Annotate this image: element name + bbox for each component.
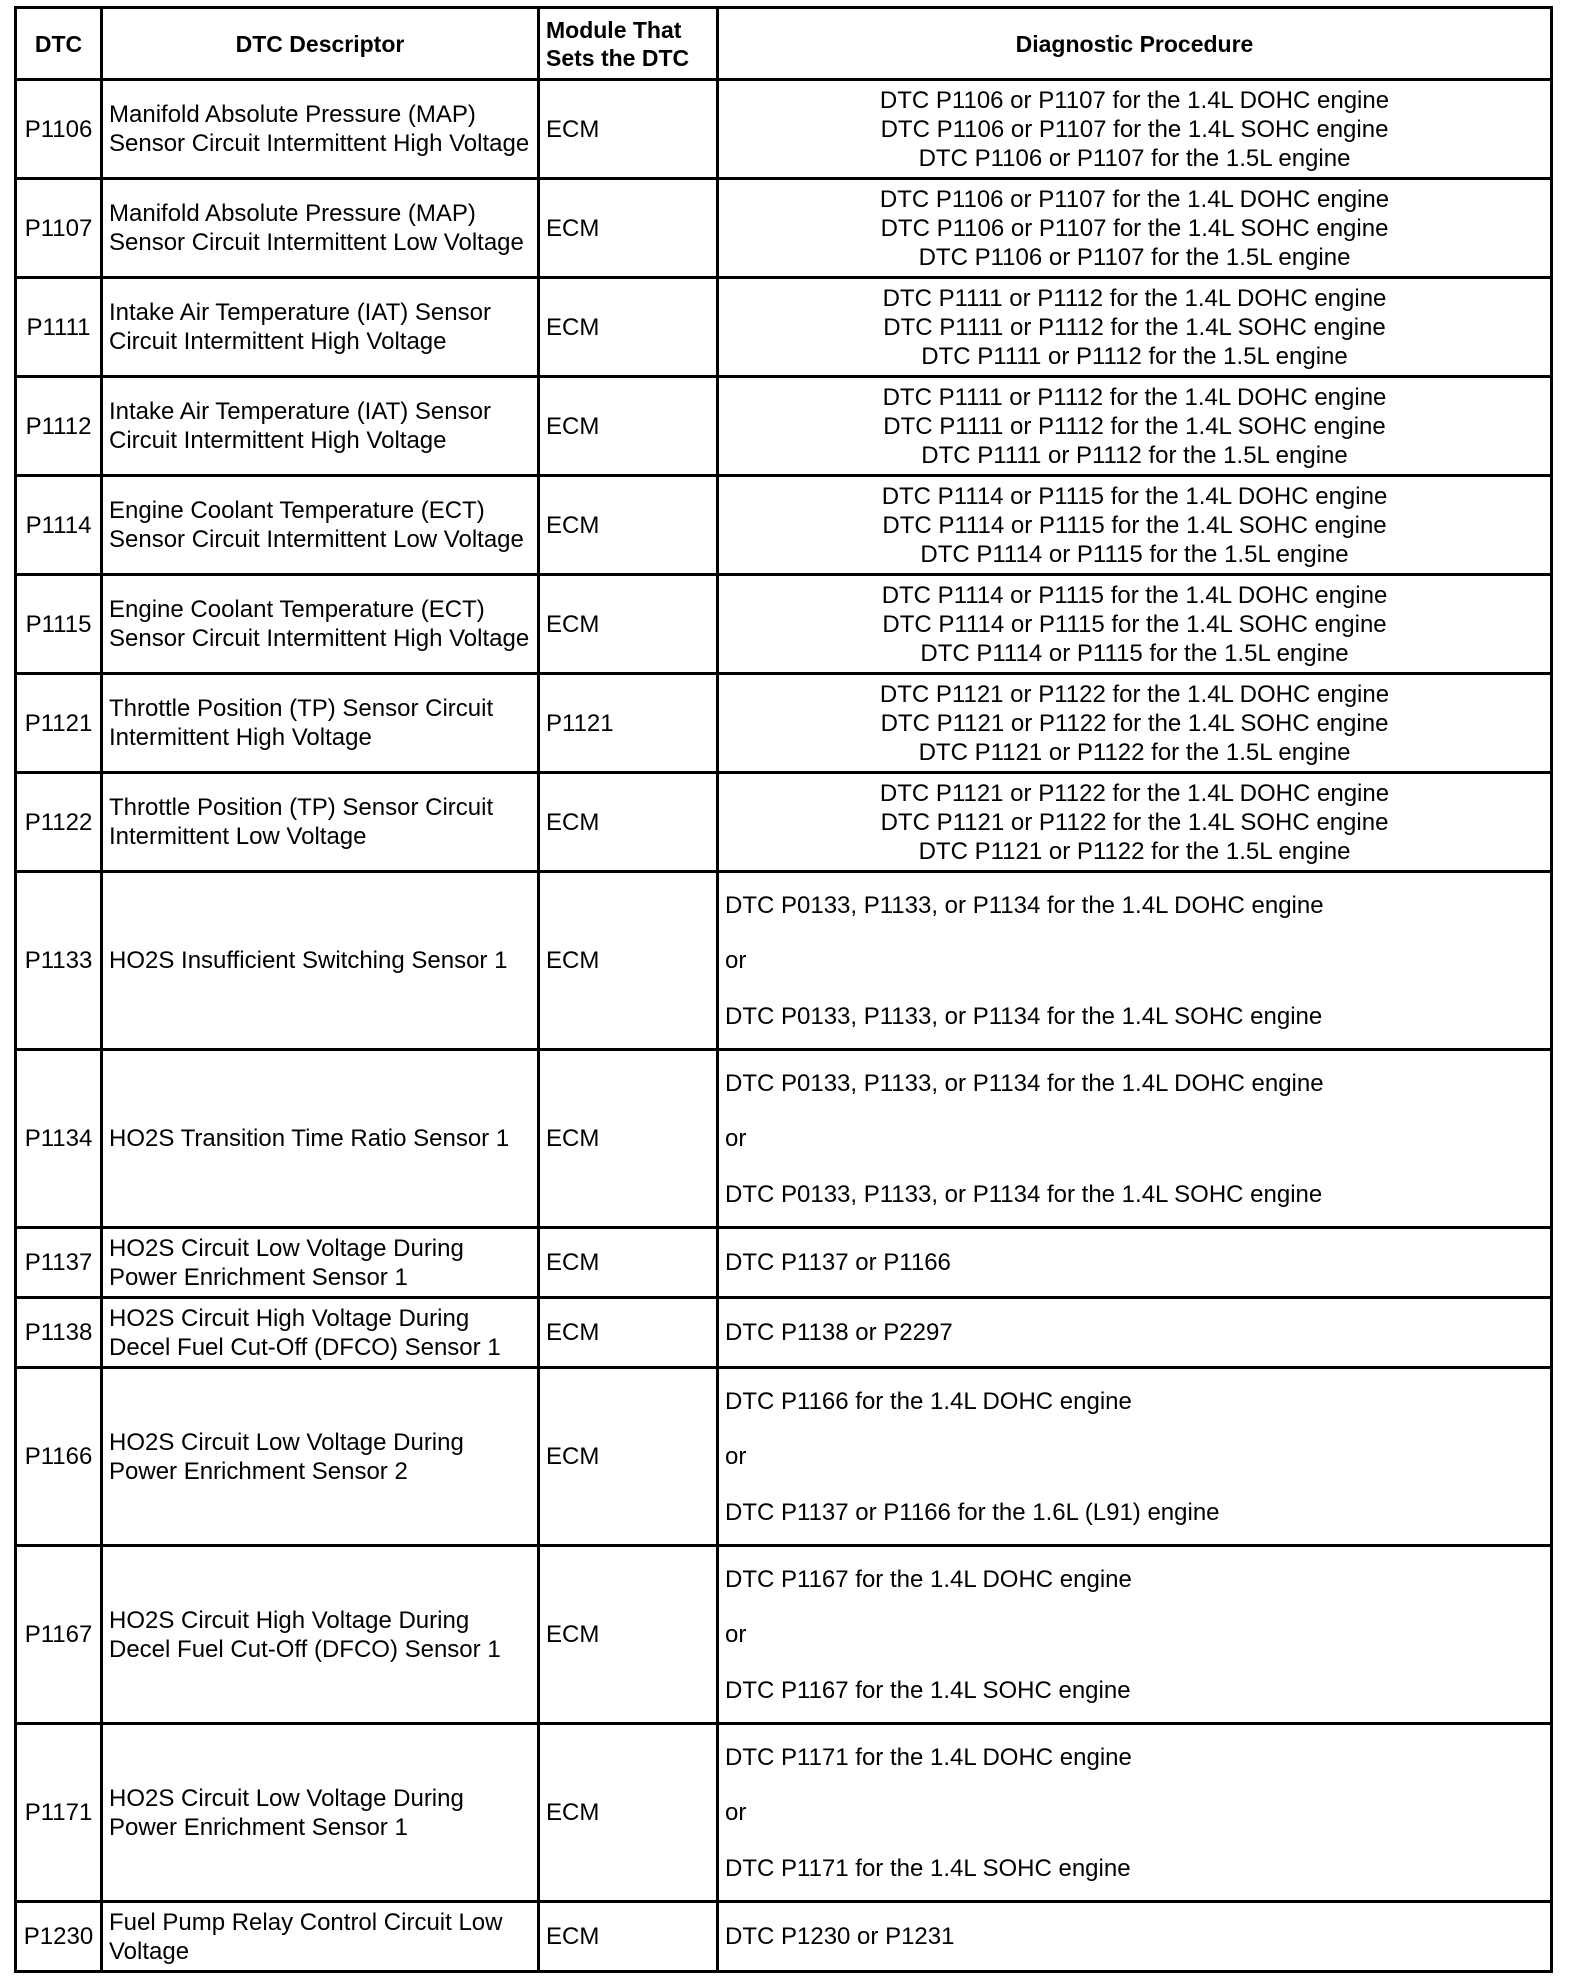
dtc-code: P1112 xyxy=(16,377,102,476)
procedure-line: DTC P1106 or P1107 for the 1.4L SOHC engine xyxy=(880,214,1389,242)
dtc-descriptor: HO2S Circuit Low Voltage During Power Enrichment Sensor 1 xyxy=(102,1228,539,1298)
procedure-line: DTC P1114 or P1115 for the 1.5L engine xyxy=(920,540,1349,568)
table-body xyxy=(16,80,1552,1972)
dtc-descriptor: HO2S Circuit Low Voltage During Power Enrichment Sensor 1 xyxy=(102,1724,539,1902)
diagnostic-procedure xyxy=(718,1228,1552,1298)
dtc-descriptor: Intake Air Temperature (IAT) Sensor Circuit Intermittent High Voltage xyxy=(102,278,539,377)
diagnostic-procedure xyxy=(718,1546,1552,1724)
dtc-code: P1171 xyxy=(16,1724,102,1902)
procedure-line: DTC P1111 or P1112 for the 1.4L DOHC engine xyxy=(882,284,1387,312)
dtc-descriptor: HO2S Circuit High Voltage During Decel Fuel Cut-Off (DFCO) Sensor 1 xyxy=(102,1546,539,1724)
dtc-descriptor: HO2S Transition Time Ratio Sensor 1 xyxy=(102,1050,539,1228)
diagnostic-procedure xyxy=(718,1050,1552,1228)
header-module xyxy=(539,8,718,80)
procedure-line: DTC P1114 or P1115 for the 1.5L engine xyxy=(920,639,1349,667)
dtc-module: ECM xyxy=(539,872,718,1050)
procedure-line: DTC P1111 or P1112 for the 1.4L SOHC engine xyxy=(883,313,1386,341)
table-row xyxy=(16,1050,1552,1228)
dtc-descriptor: Engine Coolant Temperature (ECT) Sensor Circuit Intermittent Low Voltage xyxy=(102,476,539,575)
dtc-code: P1115 xyxy=(16,575,102,674)
dtc-descriptor: Throttle Position (TP) Sensor Circuit Intermittent Low Voltage xyxy=(102,773,539,872)
dtc-module: ECM xyxy=(539,1228,718,1298)
diagnostic-procedure xyxy=(718,674,1552,773)
procedure-line: or xyxy=(725,1621,747,1648)
procedure-line: DTC P1171 for the 1.4L DOHC engine xyxy=(725,1743,1132,1771)
diagnostic-procedure xyxy=(718,575,1552,674)
diagnostic-procedure xyxy=(718,1902,1552,1972)
dtc-code: P1106 xyxy=(16,80,102,179)
dtc-module: ECM xyxy=(539,773,718,872)
dtc-module: ECM xyxy=(539,1546,718,1724)
dtc-descriptor: Throttle Position (TP) Sensor Circuit Intermittent High Voltage xyxy=(102,674,539,773)
header-dtc: DTC xyxy=(16,8,102,80)
dtc-code: P1114 xyxy=(16,476,102,575)
dtc-module: ECM xyxy=(539,377,718,476)
dtc-code: P1122 xyxy=(16,773,102,872)
dtc-module: ECM xyxy=(539,1298,718,1368)
table-row xyxy=(16,377,1552,476)
table-row xyxy=(16,773,1552,872)
dtc-code: P1137 xyxy=(16,1228,102,1298)
table-row xyxy=(16,872,1552,1050)
dtc-descriptor: Manifold Absolute Pressure (MAP) Sensor Circuit Intermittent Low Voltage xyxy=(102,179,539,278)
table-row xyxy=(16,179,1552,278)
procedure-line: DTC P1114 or P1115 for the 1.4L DOHC engine xyxy=(881,482,1388,510)
dtc-table xyxy=(14,6,1553,1973)
header-module-line2: Sets the DTC xyxy=(546,44,690,71)
header-module-line1: Module That xyxy=(546,16,682,43)
dtc-module: P1121 xyxy=(539,674,718,773)
procedure-line: DTC P1167 for the 1.4L DOHC engine xyxy=(725,1565,1132,1593)
dtc-descriptor: HO2S Circuit Low Voltage During Power Enrichment Sensor 2 xyxy=(102,1368,539,1546)
procedure-line: DTC P1230 or P1231 xyxy=(725,1923,955,1950)
procedure-line: DTC P1111 or P1112 for the 1.4L SOHC engine xyxy=(883,412,1386,440)
diagnostic-procedure xyxy=(718,278,1552,377)
header-procedure: Diagnostic Procedure xyxy=(718,8,1552,80)
dtc-code: P1138 xyxy=(16,1298,102,1368)
dtc-descriptor: Intake Air Temperature (IAT) Sensor Circuit Intermittent High Voltage xyxy=(102,377,539,476)
header-descriptor: DTC Descriptor xyxy=(102,8,539,80)
procedure-line: DTC P1106 or P1107 for the 1.5L engine xyxy=(918,243,1351,271)
table-row xyxy=(16,1298,1552,1368)
procedure-line: DTC P1167 for the 1.4L SOHC engine xyxy=(725,1676,1131,1704)
dtc-descriptor: HO2S Circuit High Voltage During Decel Fuel Cut-Off (DFCO) Sensor 1 xyxy=(102,1298,539,1368)
dtc-module: ECM xyxy=(539,476,718,575)
dtc-code: P1134 xyxy=(16,1050,102,1228)
procedure-line: DTC P1111 or P1112 for the 1.4L DOHC engine xyxy=(882,383,1387,411)
diagnostic-procedure xyxy=(718,773,1552,872)
dtc-module: ECM xyxy=(539,278,718,377)
table-row xyxy=(16,1228,1552,1298)
dtc-module: ECM xyxy=(539,80,718,179)
dtc-code: P1166 xyxy=(16,1368,102,1546)
header-row xyxy=(16,8,1552,80)
procedure-line: DTC P1121 or P1122 for the 1.4L SOHC engine xyxy=(880,709,1389,737)
procedure-line: DTC P1106 or P1107 for the 1.4L DOHC engine xyxy=(879,86,1390,114)
procedure-line: DTC P1121 or P1122 for the 1.4L SOHC engine xyxy=(880,808,1389,836)
procedure-line: DTC P1114 or P1115 for the 1.4L SOHC engine xyxy=(882,511,1387,539)
procedure-line: DTC P1171 for the 1.4L SOHC engine xyxy=(725,1854,1131,1882)
dtc-code: P1111 xyxy=(16,278,102,377)
procedure-line: or xyxy=(725,1799,747,1826)
diagnostic-procedure xyxy=(718,1298,1552,1368)
dtc-module: ECM xyxy=(539,1050,718,1228)
diagnostic-procedure xyxy=(718,377,1552,476)
procedure-line: or xyxy=(725,1125,747,1152)
procedure-line: DTC P1111 or P1112 for the 1.5L engine xyxy=(921,441,1348,469)
procedure-line: or xyxy=(725,1443,747,1470)
table-row xyxy=(16,1724,1552,1902)
procedure-line: DTC P1137 or P1166 for the 1.6L (L91) engine xyxy=(725,1498,1220,1526)
table-row xyxy=(16,476,1552,575)
dtc-descriptor: Engine Coolant Temperature (ECT) Sensor Circuit Intermittent High Voltage xyxy=(102,575,539,674)
procedure-line: DTC P1114 or P1115 for the 1.4L DOHC engine xyxy=(881,581,1388,609)
dtc-descriptor: HO2S Insufficient Switching Sensor 1 xyxy=(102,872,539,1050)
procedure-line: DTC P1166 for the 1.4L DOHC engine xyxy=(725,1387,1132,1415)
procedure-line: DTC P1121 or P1122 for the 1.4L DOHC engine xyxy=(879,779,1390,807)
dtc-module: ECM xyxy=(539,179,718,278)
procedure-line: DTC P1137 or P1166 xyxy=(725,1249,951,1276)
diagnostic-procedure xyxy=(718,80,1552,179)
procedure-line: DTC P1106 or P1107 for the 1.4L SOHC engine xyxy=(880,115,1389,143)
table-row xyxy=(16,1368,1552,1546)
dtc-code: P1167 xyxy=(16,1546,102,1724)
table-row xyxy=(16,1546,1552,1724)
procedure-line: DTC P1138 or P2297 xyxy=(725,1319,953,1346)
diagnostic-procedure xyxy=(718,872,1552,1050)
procedure-line: DTC P1121 or P1122 for the 1.5L engine xyxy=(918,738,1351,766)
dtc-descriptor: Fuel Pump Relay Control Circuit Low Voltage xyxy=(102,1902,539,1972)
procedure-line: DTC P0133, P1133, or P1134 for the 1.4L SOHC engine xyxy=(725,1180,1323,1208)
procedure-line: DTC P1106 or P1107 for the 1.4L DOHC engine xyxy=(879,185,1390,213)
dtc-code: P1107 xyxy=(16,179,102,278)
dtc-module: ECM xyxy=(539,575,718,674)
procedure-line: DTC P0133, P1133, or P1134 for the 1.4L SOHC engine xyxy=(725,1002,1323,1030)
procedure-line: DTC P1121 or P1122 for the 1.5L engine xyxy=(918,837,1351,865)
dtc-descriptor: Manifold Absolute Pressure (MAP) Sensor Circuit Intermittent High Voltage xyxy=(102,80,539,179)
dtc-module: ECM xyxy=(539,1368,718,1546)
table-row xyxy=(16,1902,1552,1972)
table-row xyxy=(16,575,1552,674)
diagnostic-procedure xyxy=(718,1724,1552,1902)
dtc-module: ECM xyxy=(539,1902,718,1972)
procedure-line: DTC P1106 or P1107 for the 1.5L engine xyxy=(918,144,1351,172)
dtc-code: P1230 xyxy=(16,1902,102,1972)
procedure-line: DTC P1121 or P1122 for the 1.4L DOHC engine xyxy=(879,680,1390,708)
procedure-line: DTC P0133, P1133, or P1134 for the 1.4L DOHC engine xyxy=(725,891,1324,919)
procedure-line: or xyxy=(725,947,747,974)
dtc-module: ECM xyxy=(539,1724,718,1902)
diagnostic-procedure xyxy=(718,476,1552,575)
diagnostic-procedure xyxy=(718,1368,1552,1546)
dtc-code: P1121 xyxy=(16,674,102,773)
diagnostic-procedure xyxy=(718,179,1552,278)
table-row xyxy=(16,80,1552,179)
table-row xyxy=(16,674,1552,773)
procedure-line: DTC P1114 or P1115 for the 1.4L SOHC engine xyxy=(882,610,1387,638)
dtc-code: P1133 xyxy=(16,872,102,1050)
procedure-line: DTC P1111 or P1112 for the 1.5L engine xyxy=(921,342,1348,370)
procedure-line: DTC P0133, P1133, or P1134 for the 1.4L DOHC engine xyxy=(725,1069,1324,1097)
table-row xyxy=(16,278,1552,377)
